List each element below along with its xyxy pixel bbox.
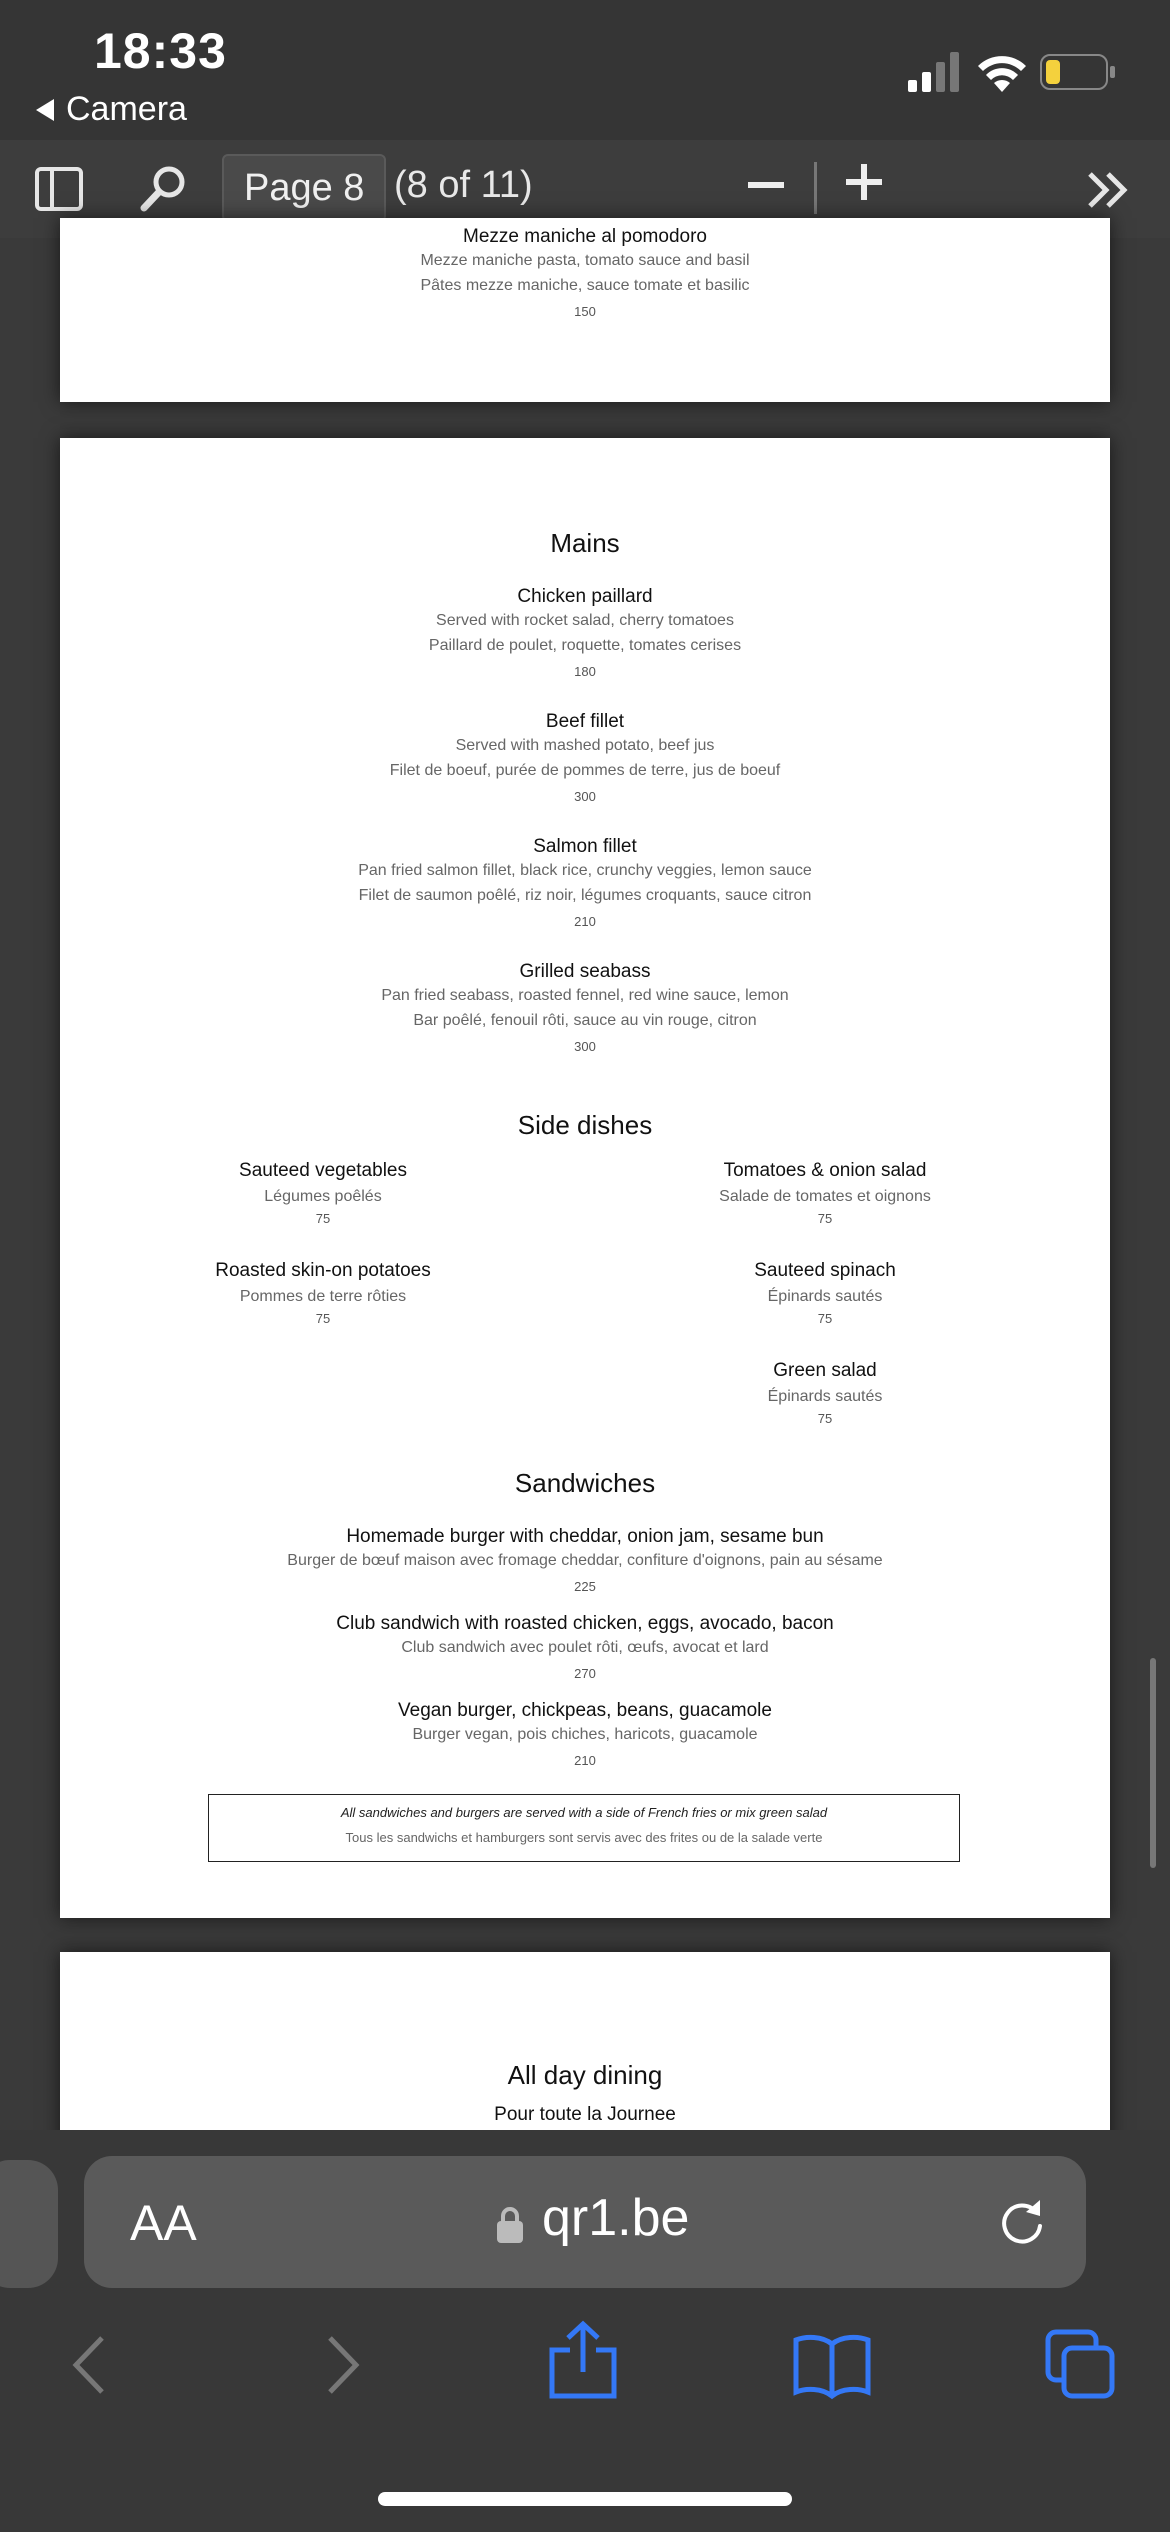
item-desc-fr: Pâtes mezze maniche, sauce tomate et basilic — [420, 277, 750, 294]
side-item — [160, 1260, 486, 1326]
note-en: All sandwiches and burgers are served with a side of French fries or mix green salad — [340, 1805, 828, 1820]
next-page-title: All day dining — [507, 2060, 663, 2090]
safari-bottom-bar — [0, 2130, 1170, 2532]
item-price: 75 — [315, 1211, 331, 1226]
menu-item — [60, 586, 1110, 679]
url-domain: qr1.be — [542, 2189, 690, 2247]
item-name: Homemade burger with cheddar, onion jam, sesame bun — [346, 1526, 824, 1547]
previous-tab-stub[interactable] — [0, 2160, 58, 2288]
pdf-page-7 — [60, 218, 1110, 402]
item-price: 300 — [574, 1039, 596, 1054]
section-title-mains: Mains — [550, 528, 620, 558]
note-fr: Tous les sandwichs et hamburgers sont servis avec des frites ou de la salade verte — [345, 1830, 823, 1845]
item-name: Sauteed vegetables — [239, 1160, 407, 1181]
item-name: Roasted skin-on potatoes — [215, 1260, 431, 1281]
cellular-signal-icon — [908, 52, 960, 92]
lock-icon — [496, 2206, 524, 2244]
pdf-document-view[interactable] — [0, 226, 1170, 2130]
aa-label: AA — [130, 2195, 197, 2251]
item-desc-fr: Paillard de poulet, roquette, tomates cerises — [428, 637, 742, 654]
battery-icon — [1040, 54, 1116, 90]
side-item — [680, 1360, 970, 1426]
item-price: 150 — [574, 304, 596, 319]
item-name: Chicken paillard — [517, 586, 653, 607]
item-desc-en: Pan fried seabass, roasted fennel, red wine sauce, lemon — [381, 987, 789, 1004]
menu-item — [60, 1613, 1110, 1681]
item-price: 75 — [817, 1211, 833, 1226]
item-desc-en: Pan fried salmon fillet, black rice, crunchy veggies, lemon sauce — [358, 862, 812, 879]
item-desc-fr: Bar poêlé, fenouil rôti, sauce au vin rouge, citron — [413, 1012, 757, 1029]
item-name: Club sandwich with roasted chicken, eggs, avocado, bacon — [336, 1613, 834, 1634]
item-name: Vegan burger, chickpeas, beans, guacamole — [398, 1700, 772, 1721]
bookmarks-book-icon[interactable] — [792, 2330, 872, 2400]
item-desc-fr: Épinards sautés — [767, 1388, 883, 1405]
item-price: 75 — [315, 1311, 331, 1326]
side-item — [680, 1260, 970, 1326]
reader-options-button[interactable] — [130, 2194, 197, 2252]
item-name: Grilled seabass — [519, 961, 651, 982]
reload-icon[interactable] — [996, 2196, 1048, 2248]
item-name: Tomatoes & onion salad — [723, 1160, 927, 1181]
address-bar[interactable] — [84, 2156, 1086, 2288]
item-desc-fr: Légumes poêlés — [264, 1188, 382, 1205]
wifi-icon — [976, 48, 1028, 92]
scroll-indicator[interactable] — [1150, 1658, 1156, 1868]
item-desc-fr: Club sandwich avec poulet rôti, œufs, avocat et lard — [401, 1639, 769, 1656]
status-time: 18:33 — [94, 23, 227, 79]
pdf-page-8 — [60, 438, 1110, 1918]
page-count-label: (8 of 11) — [394, 164, 533, 206]
item-desc-en: Served with rocket salad, cherry tomatoes — [436, 612, 734, 629]
partial-item-title: Mezze maniche al pomodoro — [463, 226, 707, 247]
item-name: Sauteed spinach — [754, 1260, 896, 1281]
item-price: 210 — [574, 914, 596, 929]
section-title-sides: Side dishes — [517, 1110, 653, 1140]
menu-item — [60, 711, 1110, 804]
double-chevron-right-icon[interactable] — [1086, 170, 1132, 210]
item-price: 75 — [817, 1311, 833, 1326]
item-desc-fr: Pommes de terre rôties — [239, 1288, 407, 1305]
item-name: Salmon fillet — [533, 836, 637, 857]
item-desc-en: Mezze maniche pasta, tomato sauce and basil — [420, 252, 750, 269]
item-desc-en: Served with mashed potato, beef jus — [455, 737, 715, 754]
item-price: 75 — [817, 1411, 833, 1426]
item-price: 270 — [574, 1666, 596, 1681]
item-desc-fr: Filet de saumon poêlé, riz noir, légumes croquants, sauce citron — [358, 887, 812, 904]
item-desc-fr: Filet de boeuf, purée de pommes de terre, jus de boeuf — [389, 762, 781, 779]
menu-item — [60, 961, 1110, 1054]
page-number-field[interactable]: Page 8 — [222, 154, 386, 222]
next-page-subtitle: Pour toute la Journee — [494, 2104, 676, 2125]
item-desc-fr: Salade de tomates et oignons — [719, 1188, 931, 1205]
zoom-divider — [814, 162, 817, 214]
search-icon[interactable] — [138, 162, 190, 214]
back-chevron-icon[interactable] — [62, 2330, 122, 2400]
item-desc-fr: Burger vegan, pois chiches, haricots, guacamole — [412, 1726, 758, 1743]
back-triangle-icon — [36, 99, 54, 121]
menu-item — [60, 1700, 1110, 1768]
side-item — [160, 1160, 486, 1226]
item-price: 300 — [574, 789, 596, 804]
forward-chevron-icon[interactable] — [310, 2330, 370, 2400]
tabs-icon[interactable] — [1044, 2328, 1116, 2400]
item-price: 180 — [574, 664, 596, 679]
item-price: 210 — [574, 1753, 596, 1768]
item-desc-fr: Épinards sautés — [767, 1288, 883, 1305]
sandwich-note-box — [208, 1794, 960, 1862]
sidebar-toggle-icon[interactable] — [34, 164, 84, 214]
status-bar — [0, 0, 1170, 140]
item-price: 225 — [574, 1579, 596, 1594]
zoom-in-button[interactable] — [846, 164, 882, 200]
back-to-app-link[interactable] — [36, 90, 187, 129]
menu-item — [60, 836, 1110, 929]
zoom-out-button[interactable] — [748, 182, 784, 188]
back-app-label: Camera — [66, 90, 187, 128]
side-item — [680, 1160, 970, 1226]
item-desc-fr: Burger de bœuf maison avec fromage cheddar, confiture d'oignons, pain au sésame — [287, 1552, 883, 1569]
item-name: Beef fillet — [545, 711, 625, 732]
section-title-sandwiches: Sandwiches — [514, 1468, 656, 1498]
share-icon[interactable] — [548, 2320, 618, 2400]
item-name: Green salad — [773, 1360, 877, 1381]
menu-item — [60, 1526, 1110, 1594]
home-indicator[interactable] — [378, 2492, 792, 2506]
